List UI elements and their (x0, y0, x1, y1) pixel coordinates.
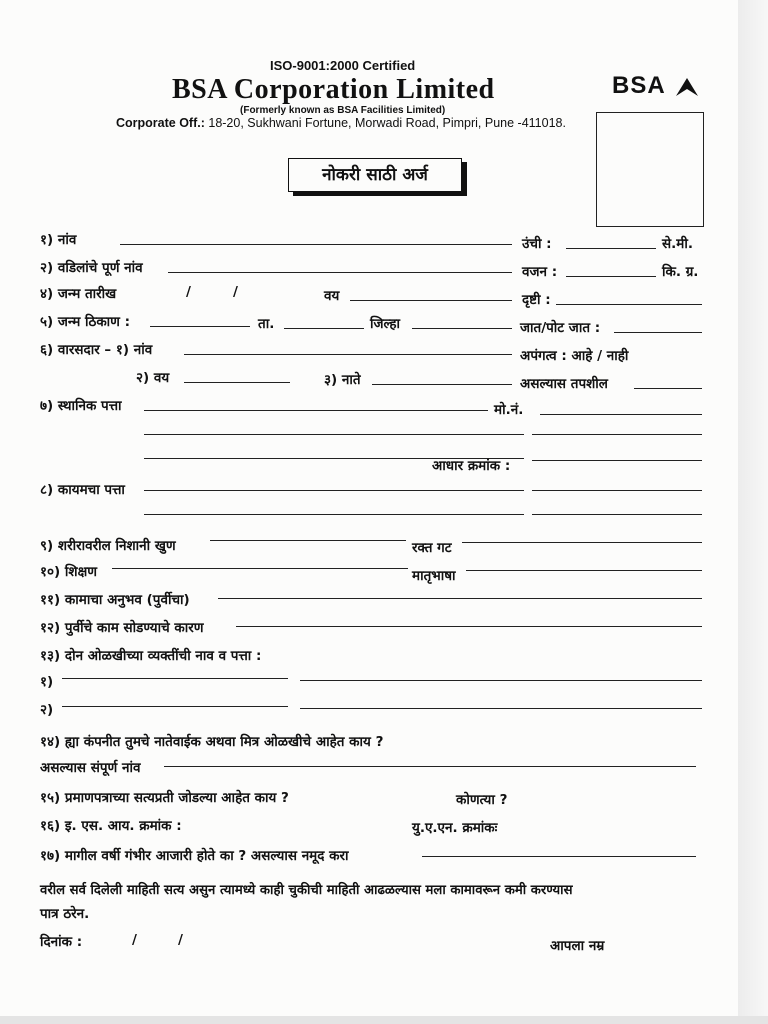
blood-group-field[interactable] (462, 542, 702, 543)
vision-field[interactable] (556, 304, 702, 305)
heir-name-field[interactable] (184, 354, 512, 355)
scan-edge (738, 0, 768, 1024)
declaration-line-1: वरील सर्व दिलेली माहिती सत्य असुन त्यामध्ये काही चुकीची माहिती आढळल्यास मला कामावरून कमी करण्यास (40, 883, 573, 898)
esi-number-label: १६) इ. एस. आय. क्रमांक : (40, 818, 182, 834)
permanent-address-label: ८) कायमचा पत्ता (40, 482, 125, 498)
date-label: दिनांक : (40, 934, 83, 950)
declaration-line-2: पात्र ठरेन. (40, 906, 90, 922)
form-title: नोकरी साठी अर्ज (288, 158, 462, 192)
name-field[interactable] (120, 244, 512, 245)
company-name: BSA Corporation Limited (172, 74, 495, 105)
district-field[interactable] (412, 328, 512, 329)
age-field[interactable] (350, 300, 512, 301)
permanent-address-field-2[interactable] (144, 514, 524, 515)
heir-relation-field[interactable] (372, 384, 512, 385)
leaving-reason-field[interactable] (236, 626, 702, 627)
disability-label: अपंगत्व : आहे / नाही (520, 348, 629, 364)
identification-mark-field[interactable] (210, 540, 406, 541)
heir-age-label: २) वय (136, 370, 170, 386)
corporate-address (116, 116, 566, 130)
birthplace-label: ५) जन्म ठिकाण : (40, 314, 131, 330)
permanent-address-field[interactable] (144, 490, 524, 491)
aadhar-label: आधार क्रमांक : (432, 458, 511, 474)
illness-field[interactable] (422, 856, 696, 857)
reference-2-label: २) (40, 702, 54, 718)
education-field[interactable] (112, 568, 408, 569)
local-address-field-2[interactable] (144, 434, 524, 435)
identification-mark-label: ९) शरीरावरील निशानी खुण (40, 538, 176, 554)
photo-box (596, 112, 704, 227)
dob-label: ४) जन्म तारीख (40, 286, 117, 302)
aadhar-field[interactable] (532, 460, 702, 461)
which-certificates-label: कोणत्या ? (456, 792, 508, 808)
caste-label: जात/पोट जात : (520, 320, 601, 336)
taluka-field[interactable] (284, 328, 364, 329)
permanent-address-field-right[interactable] (532, 490, 702, 491)
height-unit: से.मी. (662, 236, 693, 252)
relatives-question: १४) ह्या कंपनीत तुमचे नातेवाईक अथवा मित्र ओळखीचे आहेत काय ? (40, 734, 384, 750)
relative-full-name-field[interactable] (164, 766, 696, 767)
experience-label: ११) कामाचा अनुभव (पुर्वीचा) (40, 592, 190, 608)
dob-separator: / (233, 284, 238, 300)
address-label: Corporate Off.: (116, 116, 205, 130)
relative-full-name-label: असल्यास संपूर्ण नांव (40, 760, 141, 776)
district-label: जिल्हा (370, 316, 400, 332)
mother-tongue-label: मातृभाषा (412, 568, 456, 584)
permanent-address-field-2-right[interactable] (532, 514, 702, 515)
address-text: 18-20, Sukhwani Fortune, Morwadi Road, Pimpri, Pune -411018. (204, 116, 566, 130)
mobile-field[interactable] (540, 414, 702, 415)
scan-edge-bottom (0, 1016, 768, 1024)
local-address-label: ७) स्थानिक पत्ता (40, 398, 122, 414)
father-name-field[interactable] (168, 272, 512, 273)
height-label: उंची : (522, 236, 552, 252)
signature-label: आपला नम्र (550, 938, 605, 954)
mobile-field-2[interactable] (532, 434, 702, 435)
age-label: वय (324, 288, 340, 304)
experience-field[interactable] (218, 598, 702, 599)
date-separator: / (132, 932, 137, 948)
dob-separator: / (186, 284, 191, 300)
iso-certification: ISO-9001:2000 Certified (270, 58, 416, 73)
details-if-any-label: असल्यास तपशील (520, 376, 608, 392)
reference-2-name-field[interactable] (62, 706, 288, 707)
uan-number-label: यु.ए.एन. क्रमांकः (412, 820, 498, 836)
illness-question: १७) मागील वर्षी गंभीर आजारी होते का ? असल्यास नमूद करा (40, 848, 349, 864)
caste-field[interactable] (614, 332, 702, 333)
company-logo: BSA (612, 72, 666, 99)
references-label: १३) दोन ओळखीच्या व्यक्तींची नाव व पत्ता : (40, 648, 262, 664)
details-if-any-field[interactable] (634, 388, 702, 389)
reference-1-label: १) (40, 674, 54, 690)
reference-1-address-field[interactable] (300, 680, 702, 681)
heir-age-field[interactable] (184, 382, 290, 383)
education-label: १०) शिक्षण (40, 564, 98, 580)
taluka-label: ता. (258, 316, 275, 332)
weight-field[interactable] (566, 276, 656, 277)
reference-2-address-field[interactable] (300, 708, 702, 709)
heir-relation-label: ३) नाते (324, 372, 361, 388)
field-name-label: १) नांव (40, 232, 77, 248)
blood-group-label: रक्त गट (412, 540, 452, 556)
mobile-label: मो.नं. (494, 402, 524, 418)
weight-unit: कि. ग्र. (662, 264, 699, 280)
date-separator: / (178, 932, 183, 948)
leaving-reason-label: १२) पुर्वीचे काम सोडण्याचे कारण (40, 620, 204, 636)
height-field[interactable] (566, 248, 656, 249)
vision-label: दृष्टी : (522, 292, 551, 308)
father-name-label: २) वडिलांचे पूर्ण नांव (40, 260, 143, 276)
logo-arrow-icon (674, 76, 700, 98)
local-address-field[interactable] (144, 410, 488, 411)
weight-label: वजन : (522, 264, 558, 280)
birthplace-field[interactable] (150, 326, 250, 327)
reference-1-name-field[interactable] (62, 678, 288, 679)
certificates-question: १५) प्रमाणपत्राच्या सत्यप्रती जोडल्या आहेत काय ? (40, 790, 289, 806)
heir-name-label: ६) वारसदार – १) नांव (40, 342, 153, 358)
mother-tongue-field[interactable] (466, 570, 702, 571)
formerly-known-as: (Formerly known as BSA Facilities Limited) (240, 105, 446, 116)
